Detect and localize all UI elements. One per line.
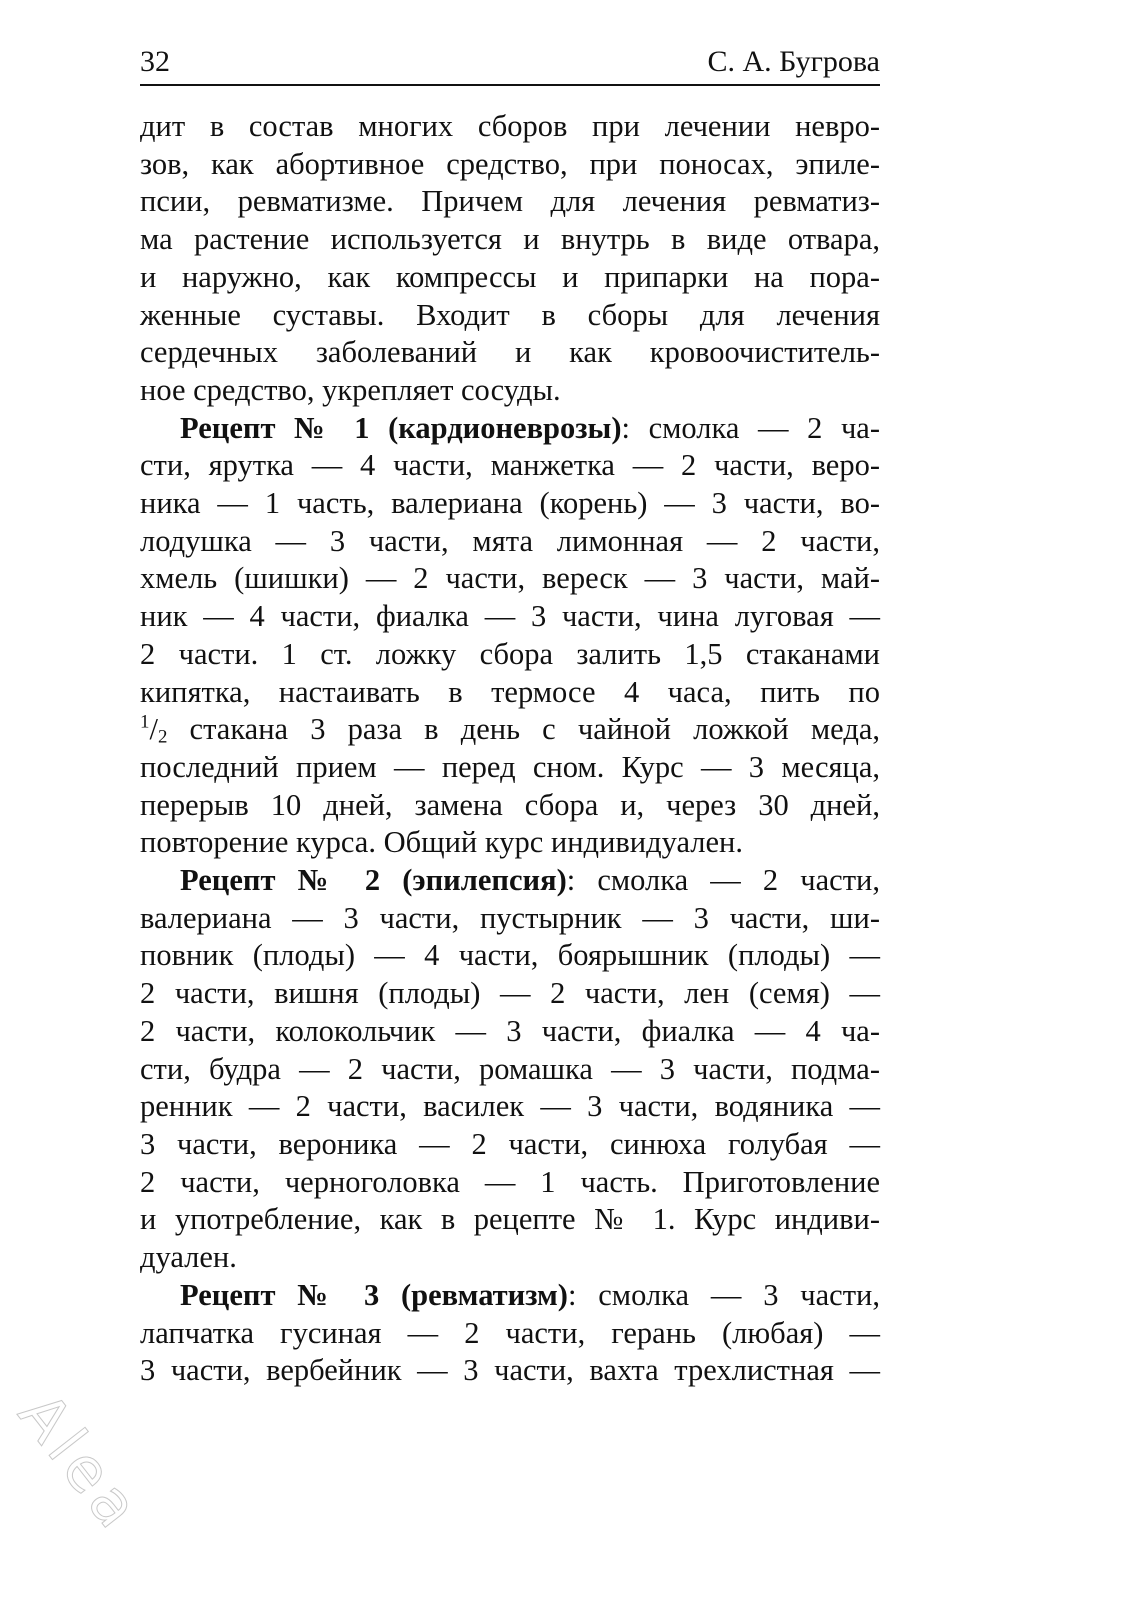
text-line: лапчатка гусиная — 2 части, герань (любая) — [140,1315,880,1350]
text-fragment: : смолка — 2 части, [566,863,880,898]
text-line: ренник — 2 части, василек — 3 части, водяника — [140,1089,880,1124]
recipe-3-title: Рецепт № 3 (ревматизм) [180,1277,568,1312]
text-line: сти, ярутка — 4 части, манжетка — 2 части, веро- [140,448,880,483]
fraction-numerator: 1 [140,711,150,733]
recipe-1-paragraph [140,410,880,862]
text-line: ма растение используется и внутрь в виде отвара, [140,222,880,257]
text-fragment: : смолка — 2 ча- [621,410,880,445]
page-header [140,40,880,86]
text-line: дуален. [140,1240,237,1275]
text-line: ника — 1 часть, валериана (корень) — 3 части, во- [140,486,880,521]
text-line: дит в состав многих сборов при лечении невро- [140,109,880,143]
text-line: 2 части, колокольчик — 3 части, фиалка — 4 ча- [140,1013,880,1048]
text-line: 2 части, черноголовка — 1 часть. Приготовление [140,1164,880,1199]
text-line: повник (плоды) — 4 части, боярышник (плоды) — [140,938,880,973]
fraction-slash: / [149,712,158,747]
text-line: ное средство, укрепляет сосуды. [140,372,561,407]
text-line: и наружно, как компрессы и припарки на пора- [140,259,880,294]
running-head-author: С. А. Бугрова [707,45,880,78]
recipe-1-first-line [140,410,880,448]
text-fragment: : смолка — 3 части, [567,1277,880,1312]
watermark-logo: Alea [4,1380,156,1546]
fraction-line [140,711,880,749]
text-line: перерыв 10 дней, замена сбора и, через 30 дней, [140,787,880,822]
intro-paragraph [140,108,880,410]
text-line: сердечных заболеваний и как кровоочиститель- [140,335,880,370]
text-line: лодушка — 3 части, мята лимонная — 2 части, [140,523,880,558]
text-line: валериана — 3 части, пустырник — 3 части, ши- [140,900,880,935]
text-line: и употребление, как в рецепте № 1. Курс индиви- [140,1202,880,1237]
recipe-3-first-line [140,1277,880,1315]
recipe-2-paragraph [140,862,880,1277]
text-line: зов, как абортивное средство, при поносах, эпиле- [140,146,880,181]
text-line: ник — 4 части, фиалка — 3 части, чина луговая — [140,599,880,634]
recipe-3-paragraph [140,1277,880,1390]
text-line: сти, будра — 2 части, ромашка — 3 части, подма- [140,1051,880,1086]
text-line: 2 части, вишня (плоды) — 2 части, лен (семя) — [140,976,880,1011]
recipe-1-title: Рецепт № 1 (кардионеврозы) [180,410,622,445]
text-line: 3 части, вербейник — 3 части, вахта трехлистная — [140,1353,880,1388]
page-body [140,108,880,1390]
text-line: псии, ревматизме. Причем для лечения ревматиз- [140,184,880,219]
text-line: повторение курса. Общий курс индивидуален. [140,825,744,860]
page-number: 32 [140,45,170,78]
recipe-2-title: Рецепт № 2 (эпилепсия) [180,863,567,898]
text-line: последний прием — перед сном. Курс — 3 месяца, [140,749,880,784]
recipe-2-first-line [140,862,880,900]
fraction-denominator: 2 [157,726,168,748]
text-line: 2 части. 1 ст. ложку сбора залить 1,5 стаканами [140,636,880,671]
text-line: 3 части, вероника — 2 части, синюха голубая — [140,1126,880,1161]
text-line: кипятка, настаивать в термосе 4 часа, пить по [140,674,880,709]
text-line: хмель (шишки) — 2 части, вереск — 3 части, май- [140,561,880,596]
text-line: женные суставы. Входит в сборы для лечения [140,297,880,332]
text-fragment: стакана 3 раза в день с чайной ложкой меда, [167,712,880,747]
